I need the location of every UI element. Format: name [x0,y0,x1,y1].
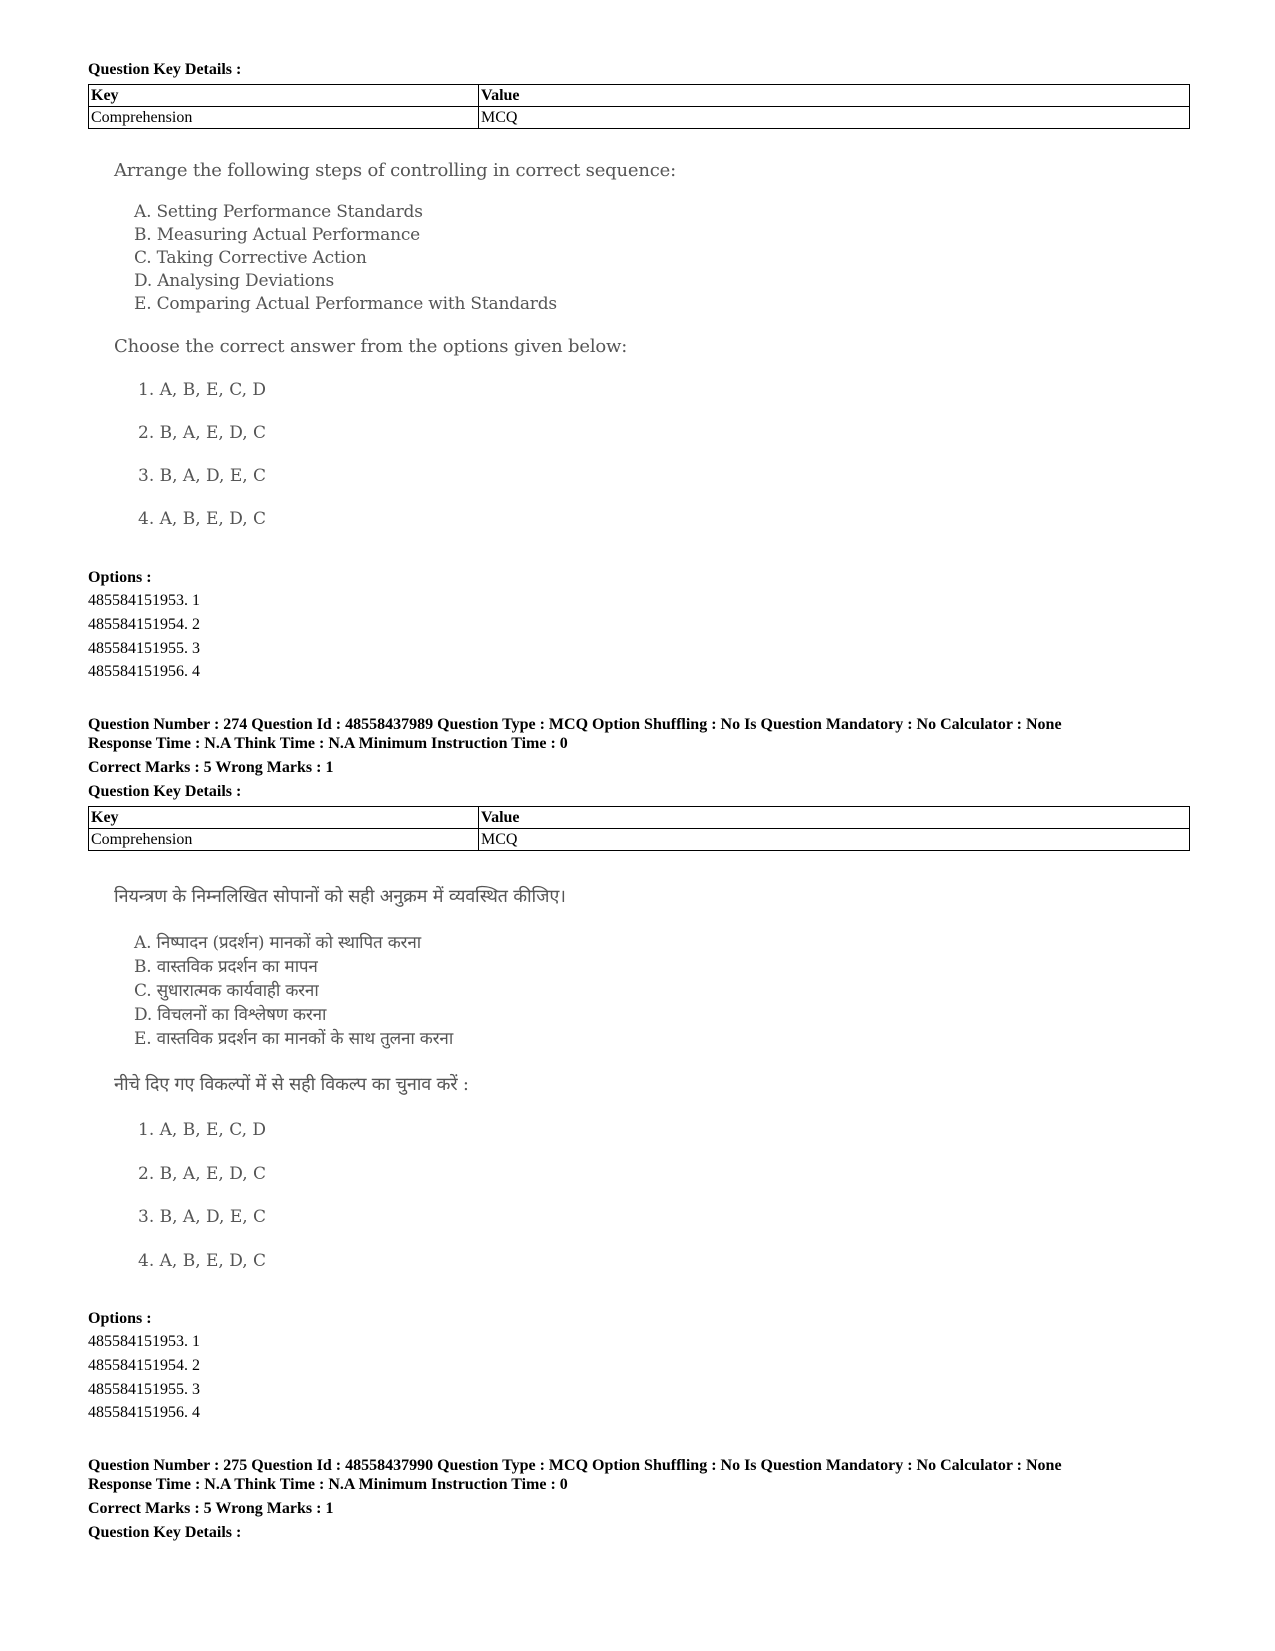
table-row [89,829,1190,851]
table-cell-key: Comprehension [89,829,479,851]
table-header-key: Key [89,807,479,829]
question-meta-line: Question Number : 274 Question Id : 48558437989 Question Type : MCQ Option Shuffling : No Is Question Mandatory : No Calculator : None [88,716,1062,733]
question-choose-text: Choose the correct answer from the options given below: [114,336,628,357]
table-header-row [89,807,1190,829]
question-step: A. Setting Performance Standards [134,202,423,222]
question-step: D. विचलनों का विश्लेषण करना [134,1005,327,1025]
question-step: C. Taking Corrective Action [134,248,367,268]
question-image-hindi [114,880,674,1280]
question-choice: 1. A, B, E, C, D [138,380,267,400]
question-stem: नियन्त्रण के निम्नलिखित सोपानों को सही अनुक्रम में व्यवस्थित कीजिए। [114,886,566,907]
question-marks: Correct Marks : 5 Wrong Marks : 1 [88,759,334,776]
table-header-value: Value [479,85,1190,107]
table-cell-value: MCQ [479,107,1190,129]
option-item: 485584151954. 2 [88,616,200,633]
table-cell-value: MCQ [479,829,1190,851]
option-item: 485584151955. 3 [88,640,200,657]
options-label: Options : [88,569,152,586]
question-choice: 3. B, A, D, E, C [138,466,267,486]
option-item: 485584151955. 3 [88,1381,200,1398]
table-header-key: Key [89,85,479,107]
question-key-details-label: Question Key Details : [88,783,242,800]
option-item: 485584151956. 4 [88,1404,200,1421]
options-label: Options : [88,1310,152,1327]
question-marks: Correct Marks : 5 Wrong Marks : 1 [88,1500,334,1517]
question-stem: Arrange the following steps of controlling in correct sequence: [114,160,676,181]
question-choice: 2. B, A, E, D, C [138,1164,267,1184]
question-choice: 4. A, B, E, D, C [138,1251,267,1271]
question-choice: 3. B, A, D, E, C [138,1207,267,1227]
question-meta-line: Question Number : 275 Question Id : 48558437990 Question Type : MCQ Option Shuffling : No Is Question Mandatory : No Calculator : None [88,1457,1062,1474]
question-step: D. Analysing Deviations [134,271,335,291]
question-step: B. वास्तविक प्रदर्शन का मापन [134,957,318,977]
question-time-line: Response Time : N.A Think Time : N.A Minimum Instruction Time : 0 [88,1476,568,1493]
option-item: 485584151953. 1 [88,1333,200,1350]
question-choice: 2. B, A, E, D, C [138,423,267,443]
option-item: 485584151953. 1 [88,592,200,609]
question-choice: 4. A, B, E, D, C [138,509,267,529]
question-step: A. निष्पादन (प्रदर्शन) मानकों को स्थापित करना [134,933,421,953]
option-item: 485584151956. 4 [88,663,200,680]
question-step: E. Comparing Actual Performance with Standards [134,294,557,314]
question-choice: 1. A, B, E, C, D [138,1120,267,1140]
question-step: C. सुधारात्मक कार्यवाही करना [134,981,319,1001]
question-image-english [114,150,674,540]
question-step: E. वास्तविक प्रदर्शन का मानकों के साथ तुलना करना [134,1029,454,1049]
question-time-line: Response Time : N.A Think Time : N.A Minimum Instruction Time : 0 [88,735,568,752]
table-cell-key: Comprehension [89,107,479,129]
question-step: B. Measuring Actual Performance [134,225,421,245]
question-key-details-table [88,806,1190,851]
table-header-row [89,85,1190,107]
table-header-value: Value [479,807,1190,829]
question-key-details-table [88,84,1190,129]
question-key-details-label: Question Key Details : [88,1524,242,1541]
table-row [89,107,1190,129]
question-choose-text: नीचे दिए गए विकल्पों में से सही विकल्प का चुनाव करें : [114,1074,469,1095]
option-item: 485584151954. 2 [88,1357,200,1374]
question-key-details-label: Question Key Details : [88,61,242,78]
